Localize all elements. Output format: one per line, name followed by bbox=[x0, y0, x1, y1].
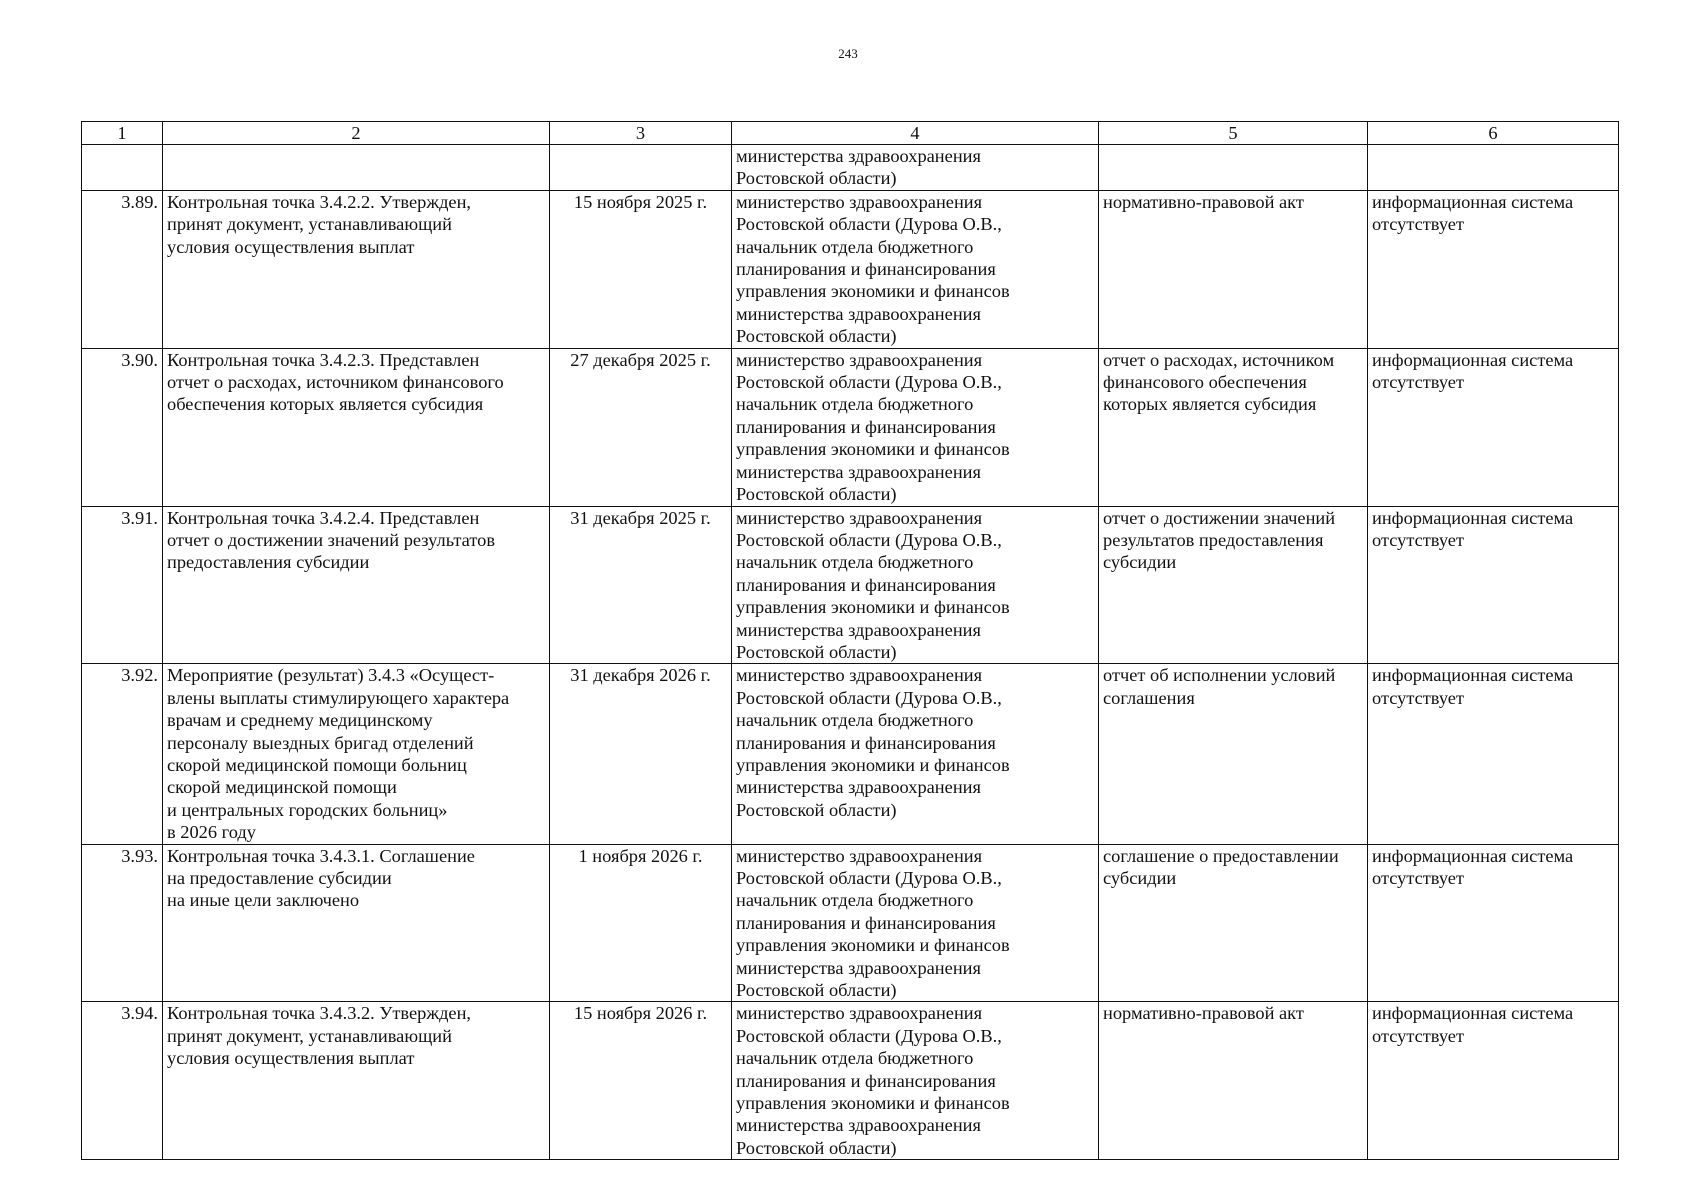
cell-document bbox=[1099, 506, 1368, 664]
cell-system-line: информационная система bbox=[1372, 191, 1574, 212]
plan-table bbox=[81, 121, 1619, 1160]
cell-system bbox=[1368, 844, 1619, 1002]
cell-responsible bbox=[732, 190, 1099, 348]
cell-document-line: результатов предоставления bbox=[1103, 529, 1324, 550]
cell-responsible-line: Ростовской области) bbox=[736, 168, 897, 189]
cell-system-line: информационная система bbox=[1372, 507, 1574, 528]
cell-system-line: информационная система bbox=[1372, 349, 1574, 370]
cell-system bbox=[1368, 348, 1619, 506]
cell-event-line: Контрольная точка 3.4.2.4. Представлен bbox=[167, 507, 480, 528]
table-header bbox=[82, 122, 1619, 145]
table-row bbox=[82, 664, 1619, 844]
cell-system-line: информационная система bbox=[1372, 1003, 1574, 1024]
cell-document-line: финансового обеспечения bbox=[1103, 372, 1307, 393]
cell-event-line: врачам и среднему медицинскому bbox=[167, 710, 433, 731]
cell-responsible-line: министерство здравоохранения bbox=[736, 1003, 983, 1024]
cell-responsible-line: управления экономики и финансов bbox=[736, 281, 1010, 302]
cell-event-line: в 2026 году bbox=[167, 822, 256, 843]
cell-responsible-line: Ростовской области) bbox=[736, 799, 897, 820]
cell-responsible-line: управления экономики и финансов bbox=[736, 754, 1010, 775]
cell-number: 3.89. bbox=[82, 190, 163, 348]
cell-event-line: принят документ, устанавливающий bbox=[167, 1025, 452, 1046]
cell-event-line: предоставления субсидии bbox=[167, 552, 370, 573]
table-row bbox=[82, 844, 1619, 1002]
header-row bbox=[82, 122, 1619, 145]
cell-event-line: Мероприятие (результат) 3.4.3 «Осущест- bbox=[167, 665, 495, 686]
cell-date: 31 декабря 2025 г. bbox=[550, 506, 732, 664]
cell-responsible-line: министерства здравоохранения bbox=[736, 146, 981, 166]
cell-responsible-line: министерство здравоохранения bbox=[736, 845, 983, 866]
cell-system bbox=[1368, 145, 1619, 191]
column-header-4: 4 bbox=[732, 122, 1099, 145]
cell-responsible bbox=[732, 844, 1099, 1002]
cell-event-line: Контрольная точка 3.4.3.2. Утвержден, bbox=[167, 1003, 472, 1024]
table-row bbox=[82, 506, 1619, 664]
cell-system-line: отсутствует bbox=[1372, 1025, 1464, 1046]
cell-event-line: условия осуществления выплат bbox=[167, 1048, 415, 1069]
cell-responsible-line: управления экономики и финансов bbox=[736, 439, 1010, 460]
cell-event-line: Контрольная точка 3.4.3.1. Соглашение bbox=[167, 845, 475, 866]
cell-event bbox=[163, 506, 550, 664]
cell-responsible-line: министерства здравоохранения bbox=[736, 461, 981, 482]
cell-event-line: влены выплаты стимулирующего характера bbox=[167, 687, 510, 708]
cell-system-line: информационная система bbox=[1372, 665, 1574, 686]
cell-system-line: отсутствует bbox=[1372, 868, 1464, 888]
cell-system bbox=[1368, 664, 1619, 844]
cell-document bbox=[1099, 1002, 1368, 1160]
column-header-2: 2 bbox=[163, 122, 550, 145]
cell-responsible-line: министерства здравоохранения bbox=[736, 777, 981, 798]
cell-event-line: отчет о достижении значений результатов bbox=[167, 529, 496, 550]
cell-date: 1 ноября 2026 г. bbox=[550, 844, 732, 1002]
cell-responsible-line: Ростовской области (Дурова О.В., bbox=[736, 1025, 1002, 1046]
cell-document bbox=[1099, 190, 1368, 348]
cell-event-line: Контрольная точка 3.4.2.3. Представлен bbox=[167, 349, 480, 370]
cell-date: 27 декабря 2025 г. bbox=[550, 348, 732, 506]
column-header-6: 6 bbox=[1368, 122, 1619, 145]
cell-system-line: информационная система bbox=[1372, 845, 1574, 866]
cell-responsible-line: планирования и финансирования bbox=[736, 416, 996, 437]
cell-document-line: нормативно-правовой акт bbox=[1103, 1003, 1304, 1024]
cell-number: 3.93. bbox=[82, 844, 163, 1002]
cell-responsible-line: Ростовской области (Дурова О.В., bbox=[736, 372, 1002, 393]
cell-responsible-line: министерства здравоохранения bbox=[736, 303, 981, 324]
cell-responsible-line: планирования и финансирования bbox=[736, 912, 996, 933]
cell-document-line: нормативно-правовой акт bbox=[1103, 191, 1304, 212]
cell-responsible-line: начальник отдела бюджетного bbox=[736, 890, 974, 911]
cell-document bbox=[1099, 145, 1368, 191]
cell-event bbox=[163, 844, 550, 1002]
cell-responsible-line: Ростовской области (Дурова О.В., bbox=[736, 868, 1002, 888]
cell-system bbox=[1368, 1002, 1619, 1160]
cell-system bbox=[1368, 190, 1619, 348]
cell-number bbox=[82, 145, 163, 191]
cell-responsible-line: министерства здравоохранения bbox=[736, 1115, 981, 1136]
cell-event-line: обеспечения которых является субсидия bbox=[167, 394, 484, 415]
cell-document-line: соглашения bbox=[1103, 687, 1195, 708]
cell-responsible-line: министерство здравоохранения bbox=[736, 349, 983, 370]
cell-responsible-line: планирования и финансирования bbox=[736, 732, 996, 753]
cell-system bbox=[1368, 506, 1619, 664]
cell-responsible-line: министерство здравоохранения bbox=[736, 191, 983, 212]
table-row bbox=[82, 348, 1619, 506]
cell-system-line: отсутствует bbox=[1372, 529, 1464, 550]
cell-responsible bbox=[732, 506, 1099, 664]
cell-responsible-line: планирования и финансирования bbox=[736, 259, 996, 280]
cell-date: 15 ноября 2026 г. bbox=[550, 1002, 732, 1160]
cell-date: 15 ноября 2025 г. bbox=[550, 190, 732, 348]
cell-document-line: субсидии bbox=[1103, 868, 1177, 888]
cell-responsible-line: начальник отдела бюджетного bbox=[736, 552, 974, 573]
cell-event-line: условия осуществления выплат bbox=[167, 236, 415, 257]
cell-responsible-line: министерства здравоохранения bbox=[736, 619, 981, 640]
cell-system-line: отсутствует bbox=[1372, 687, 1464, 708]
cell-responsible bbox=[732, 348, 1099, 506]
cell-event-line: и центральных городских больниц» bbox=[167, 799, 448, 820]
cell-responsible-line: Ростовской области (Дурова О.В., bbox=[736, 214, 1002, 235]
cell-document-line: отчет о расходах, источником bbox=[1103, 349, 1335, 370]
cell-responsible-line: Ростовской области) bbox=[736, 484, 897, 505]
cell-document-line: отчет о достижении значений bbox=[1103, 507, 1336, 528]
cell-date: 31 декабря 2026 г. bbox=[550, 664, 732, 844]
cell-responsible-line: управления экономики и финансов bbox=[736, 597, 1010, 618]
cell-event-line: Контрольная точка 3.4.2.2. Утвержден, bbox=[167, 191, 472, 212]
cell-responsible-line: планирования и финансирования bbox=[736, 1070, 996, 1091]
cell-document-line: соглашение о предоставлении bbox=[1103, 845, 1339, 866]
cell-document-line: субсидии bbox=[1103, 552, 1177, 573]
cell-event-line: скорой медицинской помощи больниц bbox=[167, 754, 467, 775]
cell-responsible-line: министерство здравоохранения bbox=[736, 665, 983, 686]
cell-document-line: которых является субсидия bbox=[1103, 394, 1317, 415]
cell-event-line: отчет о расходах, источником финансового bbox=[167, 372, 504, 393]
table-body bbox=[82, 145, 1619, 1160]
column-header-3: 3 bbox=[550, 122, 732, 145]
cell-responsible-line: Ростовской области) bbox=[736, 1137, 897, 1158]
cell-responsible-line: начальник отдела бюджетного bbox=[736, 394, 974, 415]
cell-event bbox=[163, 664, 550, 844]
cell-number: 3.94. bbox=[82, 1002, 163, 1160]
cell-responsible-line: начальник отдела бюджетного bbox=[736, 1048, 974, 1069]
cell-responsible-line: Ростовской области (Дурова О.В., bbox=[736, 687, 1002, 708]
cell-event bbox=[163, 348, 550, 506]
cell-responsible-line: управления экономики и финансов bbox=[736, 1093, 1010, 1114]
cell-system-line: отсутствует bbox=[1372, 372, 1464, 393]
cell-event bbox=[163, 145, 550, 191]
cell-event-line: на предоставление субсидии bbox=[167, 868, 392, 888]
cell-event-line: принят документ, устанавливающий bbox=[167, 214, 452, 235]
cell-responsible-line: начальник отдела бюджетного bbox=[736, 710, 974, 731]
column-header-5: 5 bbox=[1099, 122, 1368, 145]
page-number: 243 bbox=[838, 46, 858, 61]
cell-system-line: отсутствует bbox=[1372, 214, 1464, 235]
column-header-1: 1 bbox=[82, 122, 163, 145]
cell-number: 3.91. bbox=[82, 506, 163, 664]
cell-responsible-line: министерство здравоохранения bbox=[736, 507, 983, 528]
cell-number: 3.92. bbox=[82, 664, 163, 844]
cell-responsible-line: планирования и финансирования bbox=[736, 574, 996, 595]
cell-number: 3.90. bbox=[82, 348, 163, 506]
cell-responsible-line: управления экономики и финансов bbox=[736, 935, 1010, 956]
cell-event-line: на иные цели заключено bbox=[167, 890, 360, 911]
table-row bbox=[82, 145, 1619, 191]
cell-responsible bbox=[732, 1002, 1099, 1160]
cell-document bbox=[1099, 664, 1368, 844]
table-row bbox=[82, 190, 1619, 348]
cell-responsible bbox=[732, 664, 1099, 844]
cell-event bbox=[163, 1002, 550, 1160]
cell-responsible-line: Ростовской области (Дурова О.В., bbox=[736, 529, 1002, 550]
cell-event bbox=[163, 190, 550, 348]
cell-document-line: отчет об исполнении условий bbox=[1103, 665, 1336, 686]
cell-event-line: скорой медицинской помощи bbox=[167, 777, 397, 798]
cell-document bbox=[1099, 348, 1368, 506]
cell-document bbox=[1099, 844, 1368, 1002]
cell-responsible-line: министерства здравоохранения bbox=[736, 957, 981, 978]
cell-responsible-line: начальник отдела бюджетного bbox=[736, 236, 974, 257]
cell-responsible-line: Ростовской области) bbox=[736, 641, 897, 662]
cell-responsible-line: Ростовской области) bbox=[736, 326, 897, 347]
cell-responsible-line: Ростовской области) bbox=[736, 980, 897, 1001]
cell-responsible bbox=[732, 145, 1099, 191]
table-row bbox=[82, 1002, 1619, 1160]
cell-date bbox=[550, 145, 732, 191]
cell-event-line: персоналу выездных бригад отделений bbox=[167, 732, 474, 753]
